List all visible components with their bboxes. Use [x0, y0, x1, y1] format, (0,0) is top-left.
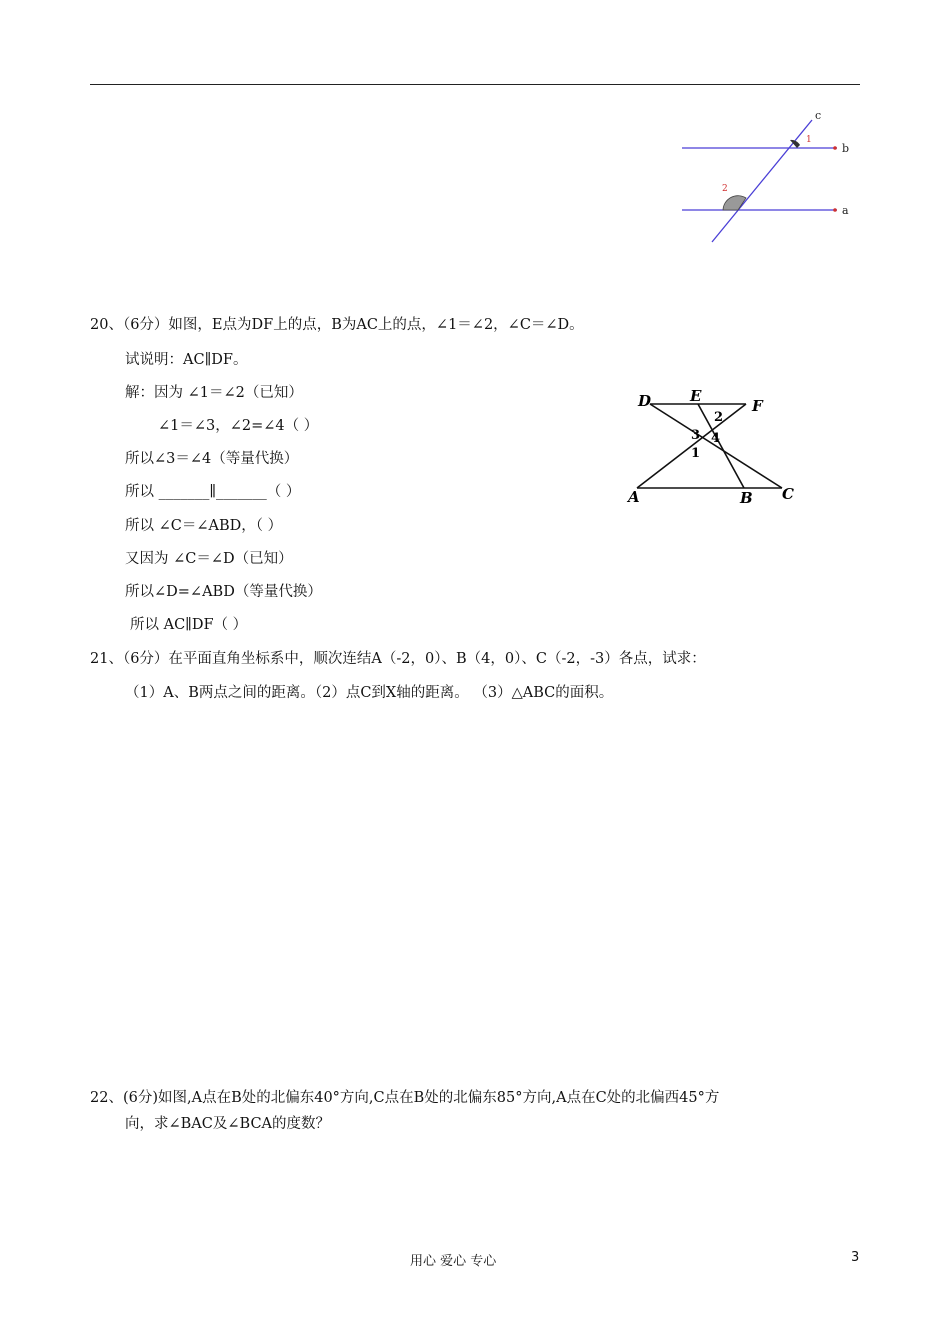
footer-slogan: 用心 爱心 专心 — [410, 1254, 497, 1269]
angle-1-mark — [790, 140, 800, 148]
page-number: 3 — [851, 1250, 860, 1265]
q20-step-4: 所以 _______∥_______（ ） — [125, 484, 301, 500]
label-angle-3: 3 — [691, 428, 701, 443]
q20-prompt: 试说明：AC∥DF。 — [125, 352, 248, 368]
label-B: B — [740, 489, 753, 507]
label-A: A — [628, 488, 640, 506]
label-b: b — [842, 142, 850, 155]
q21-title: 21、（6分）在平面直角坐标系中，顺次连结A（-2，0）、B（4，0）、C（-2，-3）各点，试求： — [90, 651, 706, 667]
label-E: E — [690, 387, 702, 405]
parallel-lines-figure — [670, 100, 870, 250]
triangle-figure — [620, 385, 810, 510]
label-F: F — [752, 397, 763, 415]
q20-step-6: 又因为 ∠C＝∠D（已知） — [125, 551, 293, 567]
header-rule — [90, 84, 860, 85]
label-D: D — [638, 392, 652, 410]
q20-step-5: 所以 ∠C＝∠ABD，（ ） — [125, 518, 283, 534]
q20-step-3: 所以∠3＝∠4（等量代换） — [125, 451, 299, 467]
label-angle-2: 2 — [722, 184, 728, 194]
q22-line-1: 22、(6分)如图,A点在B处的北偏东40°方向,C点在B处的北偏东85°方向,A点在C处的北偏西45°方 — [90, 1090, 720, 1106]
q20-step-7: 所以∠D=∠ABD（等量代换） — [125, 584, 322, 600]
q20-title: 20、（6分）如图，E点为DF上的点，B为AC上的点，∠1＝∠2，∠C＝∠D。 — [90, 317, 584, 333]
label-angle-1: 1 — [806, 135, 812, 145]
label-c: c — [815, 109, 822, 122]
q20-step-2: ∠1＝∠3，∠2=∠4（ ） — [158, 418, 319, 434]
label-angle-2: 2 — [714, 410, 724, 425]
q22-line-2: 向，求∠BAC及∠BCA的度数？ — [125, 1116, 331, 1132]
label-angle-1: 1 — [691, 446, 701, 461]
label-angle-4: 4 — [711, 431, 721, 446]
label-a: a — [842, 204, 849, 217]
q20-step-8: 所以 AC∥DF（ ） — [130, 617, 248, 633]
point-b — [833, 146, 837, 150]
point-a — [833, 208, 837, 212]
q20-step-1: 解：因为 ∠1＝∠2（已知） — [125, 385, 303, 401]
angle-2-mark — [723, 196, 746, 210]
q21-parts: （1）A、B两点之间的距离。（2）点C到X轴的距离。 （3）△ABC的面积。 — [125, 685, 614, 701]
line-c — [712, 120, 812, 242]
label-C: C — [782, 485, 794, 503]
